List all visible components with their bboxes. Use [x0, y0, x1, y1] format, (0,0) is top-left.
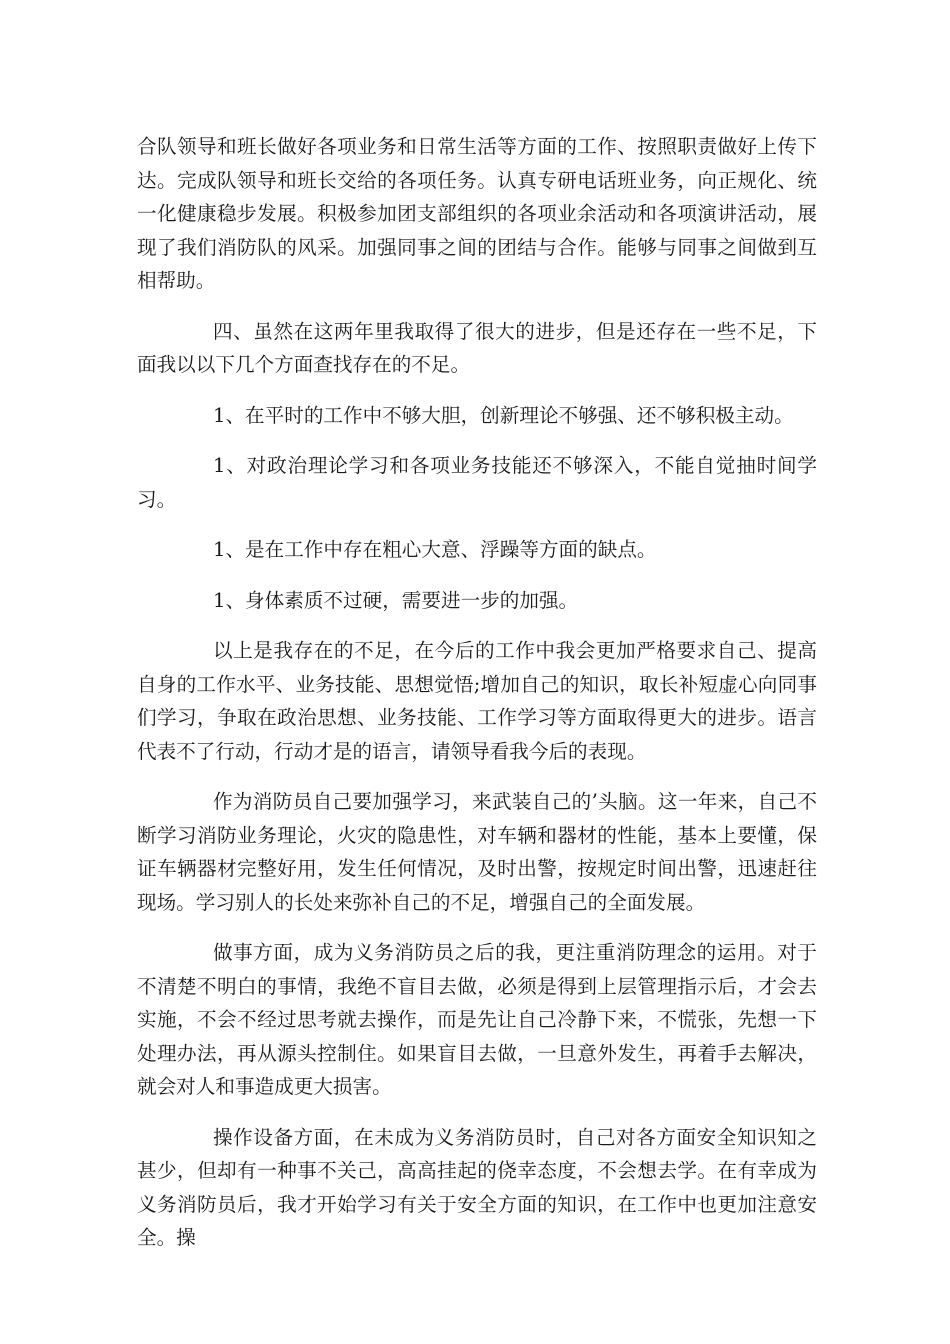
list-item-2: 1、对政治理论学习和各项业务技能还不够深入，不能自觉抽时间学习。 — [137, 454, 817, 511]
paragraph-1: 合队领导和班长做好各项业务和日常生活等方面的工作、按照职责做好上传下达。完成队领导和班长交给的各项任务。认真专研电话班业务，向正规化、统一化健康稳步发展。积极参加团支部组织的各项业余活动和各项演讲活动，展现了我们消防队的风采。加强同事之间的团结与合作。能够与同事之间做到互相帮助。 — [137, 135, 817, 292]
paragraph-6: 操作设备方面，在未成为义务消防员时，自己对各方面安全知识知之甚少，但却有一种事不关己，高高挂起的侥幸态度，不会想去学。在有幸成为义务消防员后，我才开始学习有关于安全方面的知识，在工作中也更加注意安全。操 — [137, 1125, 817, 1249]
paragraph-3: 以上是我存在的不足，在今后的工作中我会更加严格要求自己、提高自身的工作水平、业务技能、思想觉悟;增加自己的知识，取长补短虚心向同事们学习，争取在政治思想、业务技能、工作学习等方面取得更大的进步。语言代表不了行动，行动才是的语言，请领导看我今后的表现。 — [137, 639, 817, 763]
paragraph-4: 作为消防员自己要加强学习，来武装自己的’头脑。这一年来，自己不断学习消防业务理论，火灾的隐患性，对车辆和器材的性能，基本上要懂，保证车辆器材完整好用，发生任何情况，及时出警，按规定时间出警，迅速赶往现场。学习别人的长处来弥补自己的不足，增强自己的全面发展。 — [137, 790, 817, 914]
list-item-4: 1、身体素质不过硬，需要进一步的加强。 — [213, 588, 579, 612]
list-item-3: 1、是在工作中存在粗心大意、浮躁等方面的缺点。 — [213, 538, 657, 561]
document-body — [137, 130, 817, 1272]
paragraph-2: 四、虽然在这两年里我取得了很大的进步，但是还存在一些不足，下面我以以下几个方面查找存在的不足。 — [137, 319, 817, 376]
list-item-1: 1、在平时的工作中不够大胆，创新理论不够强、还不够积极主动。 — [213, 403, 794, 427]
paragraph-5: 做事方面，成为义务消防员之后的我，更注重消防理念的运用。对于不清楚不明白的事情，我绝不盲目去做，必须是得到上层管理指示后，才会去实施，不会不经过思考就去操作，而是先让自己冷静下来，不慌张，先想一下处理办法，再从源头控制住。如果盲目去做，一旦意外发生，再着手去解决，就会对人和事造成更大损害。 — [137, 941, 817, 1098]
